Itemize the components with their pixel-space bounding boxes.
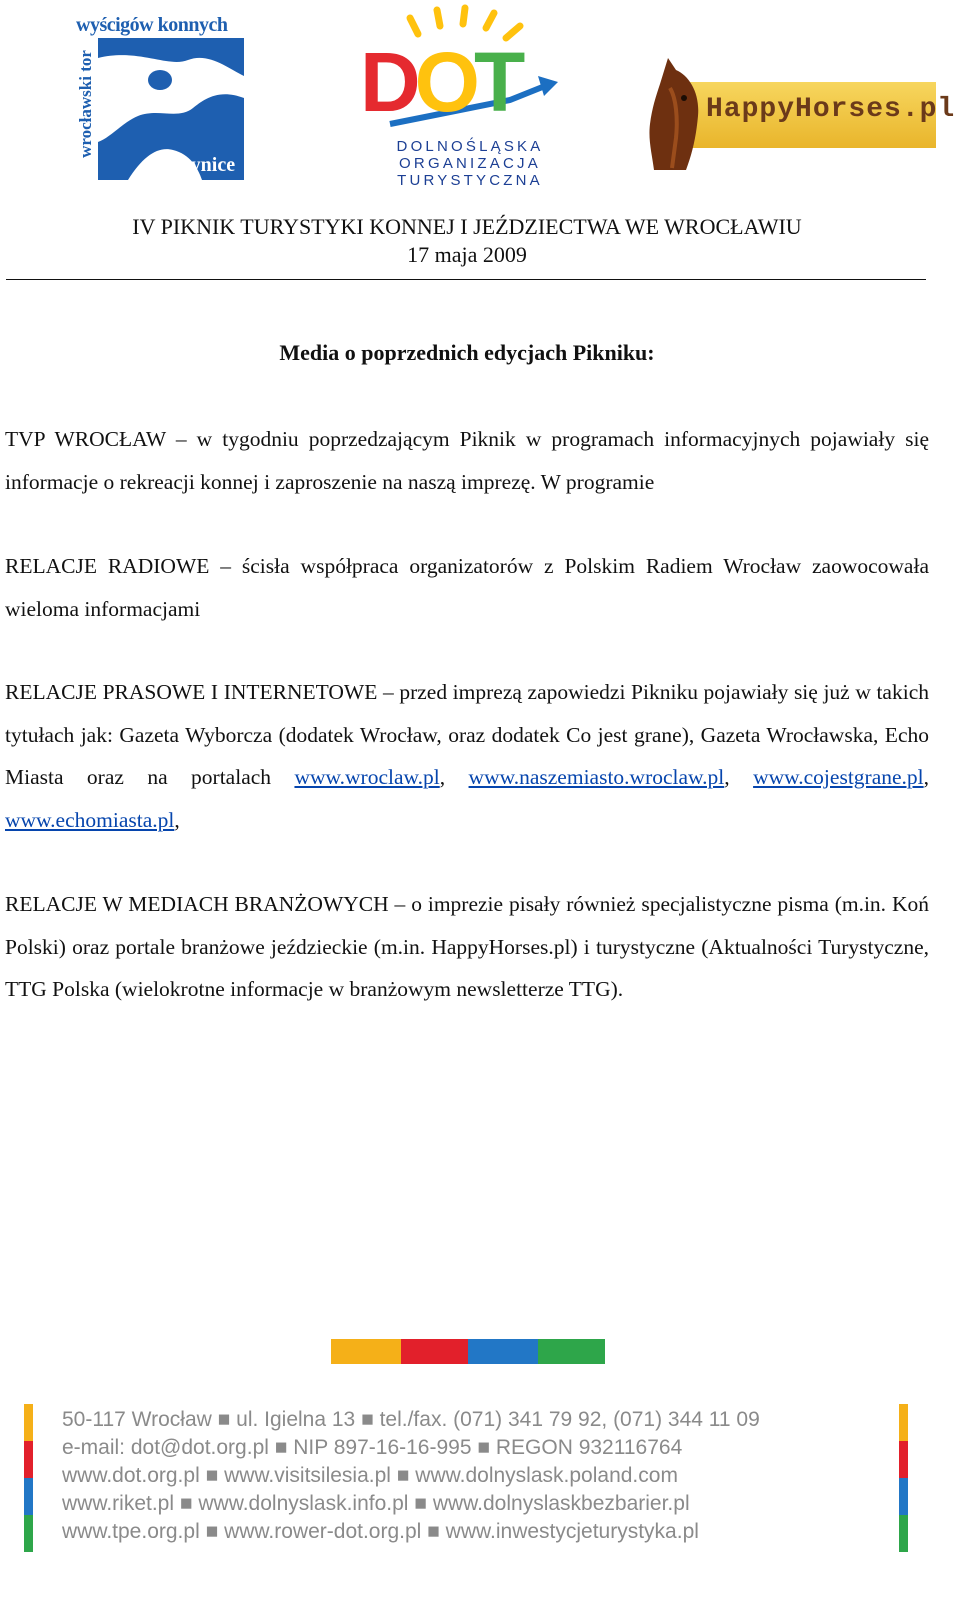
footer-line-web-2: www.riket.pl ■ www.dolnyslask.info.pl ■ www.dolnyslaskbezbarier.pl: [62, 1492, 690, 1515]
color-bar-red: [401, 1339, 468, 1364]
link-echomiasta[interactable]: www.echomiasta.pl: [5, 807, 175, 832]
footer-line-web-1: www.dot.org.pl ■ www.visitsilesia.pl ■ www.dolnyslask.poland.com: [62, 1464, 678, 1487]
paragraph-press: RELACJE PRASOWE I INTERNETOWE – przed imprezą zapowiedzi Pikniku pojawiały się już w takich tytułach jak: Gazeta Wyborcza (dodatek Wrocław, oraz dodatek Co jest grane), Gazeta Wrocławska, Echo Miasta oraz na portalach www.wroclaw.pl, www.naszemiasto.wroclaw.pl, www.cojestgrane.pl, www.echomiasta.pl,: [5, 680, 930, 832]
horse-head-icon: [646, 58, 706, 170]
color-bar-green: [538, 1339, 605, 1364]
tor-logo-top-text: wyścigów konnych: [76, 14, 228, 36]
footer-line-address: 50-117 Wrocław ■ ul. Igielna 13 ■ tel./fax. (071) 341 79 92, (071) 344 11 09: [62, 1408, 760, 1431]
stripe-segment: [899, 1441, 908, 1478]
color-bar-blue: [468, 1339, 538, 1364]
tor-logo-bottom-text: partynice: [154, 154, 236, 176]
happyhorses-wordmark: HappyHorses.pl: [706, 94, 956, 125]
tor-logo-emblem: [98, 38, 244, 180]
paragraph-tvp: TVP WROCŁAW – w tygodniu poprzedzającym Piknik w programach informacyjnych pojawiały się informacje o rekreacji konnej i zaproszenie na naszą imprezę. W programie: [5, 427, 929, 494]
stripe-segment: [899, 1478, 908, 1515]
stripe-segment: [24, 1404, 33, 1441]
footer-contact: [24, 1404, 908, 1552]
link-cojestgrane[interactable]: www.cojestgrane.pl: [753, 765, 924, 789]
dot-logo-letters: DOT: [360, 35, 520, 129]
footer-color-bar: [331, 1339, 605, 1364]
stripe-segment: [24, 1478, 33, 1515]
footer-line-email: e-mail: dot@dot.org.pl ■ NIP 897-16-16-995 ■ REGON 932116764: [62, 1436, 683, 1459]
stripe-segment: [24, 1441, 33, 1478]
stripe-segment: [899, 1515, 908, 1552]
stripe-segment: [899, 1404, 908, 1441]
section-heading: Media o poprzednich edycjach Pikniku:: [279, 340, 655, 365]
dot-logo: [360, 4, 570, 188]
dot-logo-name: DOLNOŚLĄSKA ORGANIZACJA TURYSTYCZNA: [396, 138, 544, 189]
paragraph-radio: RELACJE RADIOWE – ścisła współpraca organizatorów z Polskim Radiem Wrocław zaowocowała wieloma informacjami: [5, 554, 929, 621]
stripe-segment: [24, 1515, 33, 1552]
footer-left-stripe: [24, 1404, 33, 1552]
tor-logo-side-text: wrocławski tor: [76, 50, 95, 158]
paragraph-branch-media: RELACJE W MEDIACH BRANŻOWYCH – o imprezie pisały również specjalistyczne pisma (m.in. Koń Polski) oraz portale branżowe jeździeckie (m.in. HappyHorses.pl) i turystyczne (Aktualności Turystyczne, TTG Polska (wielokrotne informacje w branżowym newsletterze TTG).: [5, 892, 929, 1001]
link-naszemiasto[interactable]: www.naszemiasto.wroclaw.pl: [468, 765, 725, 789]
footer-line-web-3: www.tpe.org.pl ■ www.rower-dot.org.pl ■ www.inwestycjeturystyka.pl: [62, 1520, 699, 1543]
color-bar-yellow: [331, 1339, 401, 1364]
footer-right-stripe: [899, 1404, 908, 1552]
paragraph-press-text: RELACJE PRASOWE I INTERNETOWE – przed imprezą zapowiedzi Pikniku pojawiały się już w takich tytułach jak: Gazeta Wyborcza (dodatek Wrocław, oraz dodatek Co jest grane), Gazeta Wrocławska, Echo Miasta oraz na portalach: [5, 680, 929, 789]
header-divider: [6, 279, 926, 280]
footer-contact-text: [62, 1406, 882, 1546]
link-wroclaw[interactable]: www.wroclaw.pl: [294, 765, 440, 789]
happyhorses-logo: [646, 58, 956, 170]
page-title: IV PIKNIK TURYSTYKI KONNEJ I JEŹDZIECTWA WE WROCŁAWIU: [132, 214, 802, 239]
event-date: 17 maja 2009: [407, 242, 527, 267]
tor-wyscigow-logo: [76, 14, 246, 186]
